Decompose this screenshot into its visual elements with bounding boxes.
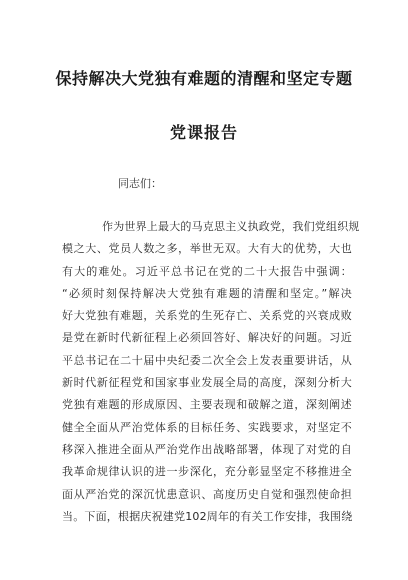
paragraph-line: 健全全面从严治党体系的目标任务、实践要求，对坚定不 (62, 420, 352, 434)
salutation: 同志们： (118, 177, 162, 190)
paragraph-line: 面从严治党的深沉忧患意识、高度历史自觉和强烈使命担 (62, 487, 352, 501)
paragraph-line: 是党在新时代新征程上必须回答好、解决好的问题。习近 (62, 331, 352, 345)
paragraph-line: 作为世界上最大的马克思主义执政党，我们党组织规 (102, 220, 360, 233)
paragraph-line: 新时代新征程党和国家事业发展全局的高度，深刻分析大 (62, 376, 352, 390)
paragraph-line: 移深入推进全面从严治党作出战略部署，体现了对党的自 (62, 442, 352, 456)
body-paragraph (62, 216, 360, 528)
paragraph-line: 有大的难处。习近平总书记在党的二十大报告中强调： (62, 264, 352, 278)
paragraph-line: 平总书记在二十届中央纪委二次全会上发表重要讲话，从 (62, 353, 352, 367)
paragraph-line: 当。下面，根据庆祝建党102周年的有关工作安排，我围绕 (62, 509, 353, 523)
paragraph-line: 模之大、党员人数之多，举世无双。大有大的优势，大也 (62, 242, 352, 256)
paragraph-line: 我革命规律认识的进一步深化，充分彰显坚定不移推进全 (62, 465, 352, 479)
document-title-line-1: 保持解决大党独有难题的清醒和坚定专题 (55, 69, 353, 88)
document-title-line-2: 党课报告 (169, 123, 238, 142)
paragraph-line: 党独有难题的形成原因、主要表现和破解之道，深刻阐述 (62, 398, 352, 412)
paragraph-line: “必须时刻保持解决大党独有难题的清醒和坚定。”解决 (62, 286, 352, 300)
paragraph-line: 好大党独有难题，关系党的生死存亡、关系党的兴衰成败 (62, 309, 352, 323)
